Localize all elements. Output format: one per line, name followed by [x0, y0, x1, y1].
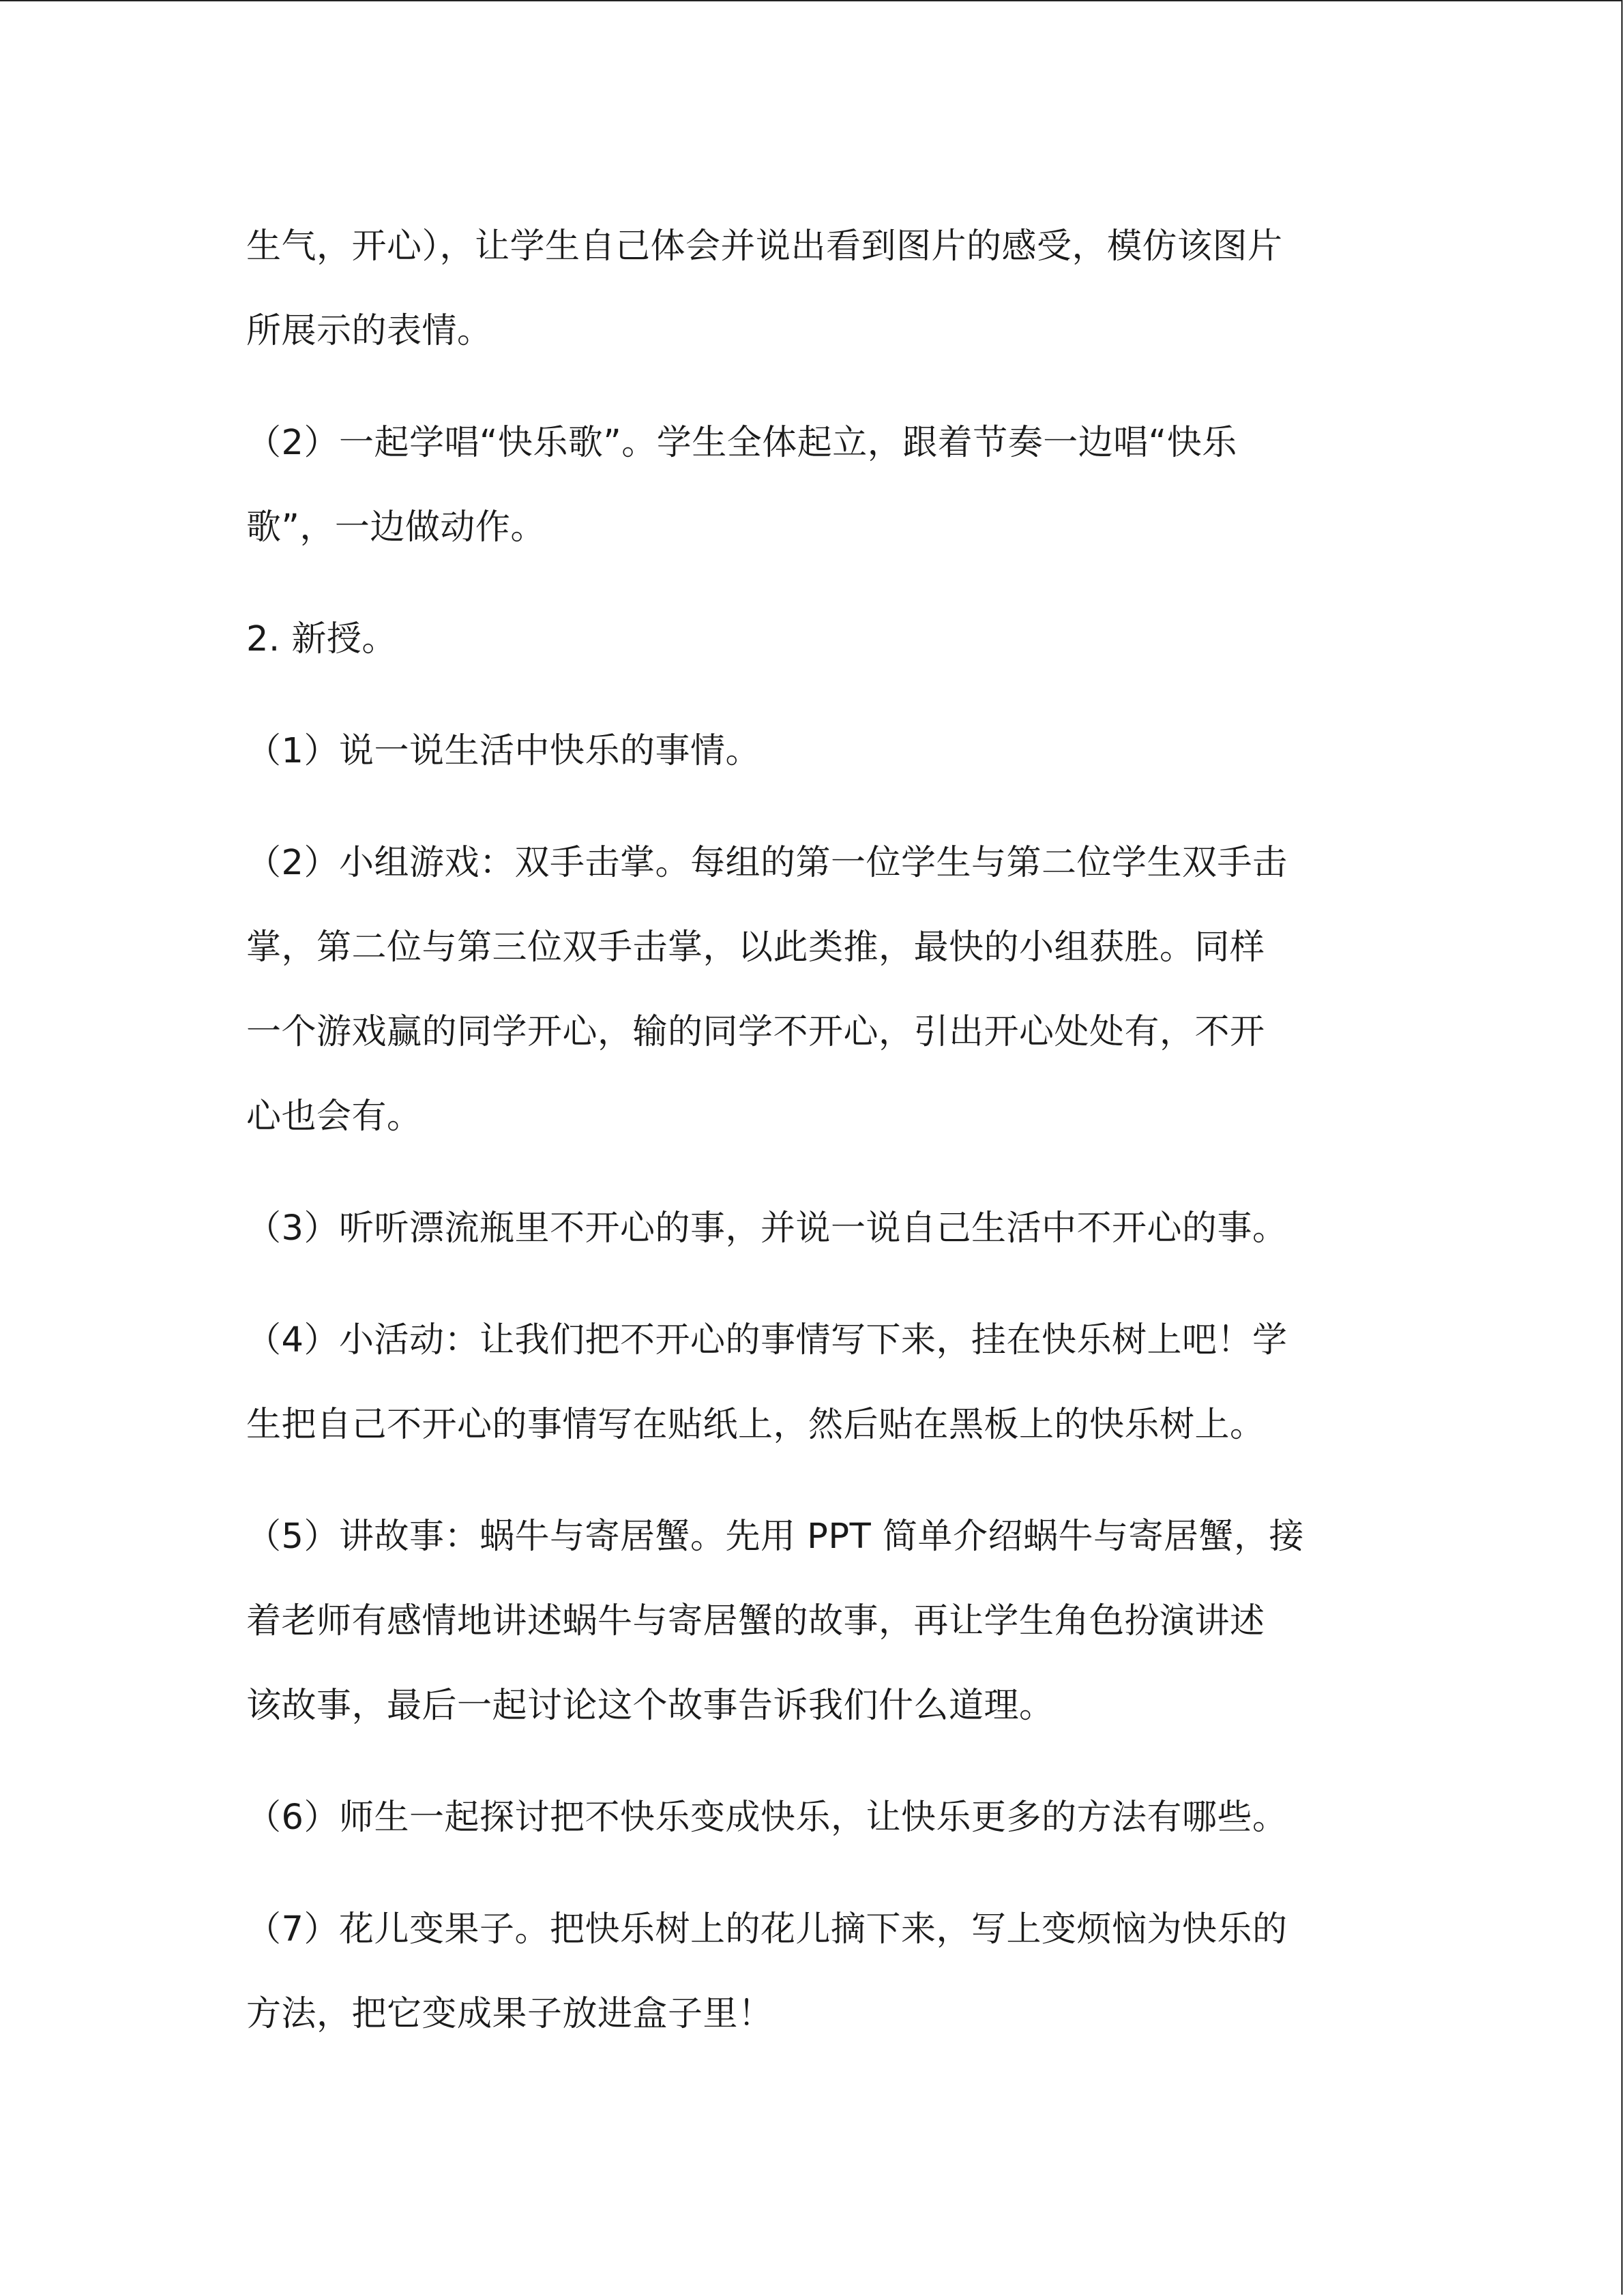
paragraph-step-2-1 [246, 709, 1378, 794]
text-line: 着老师有感情地讲述蜗牛与寄居蟹的故事，再让学生角色扮演讲述 [246, 1601, 1265, 1641]
text-line: （6）师生一起探讨把不快乐变成快乐，让快乐更多的方法有哪些。 [246, 1798, 1288, 1838]
paragraph-step-2-2 [246, 821, 1378, 1159]
text-line: （7）花儿变果子。把快乐树上的花儿摘下来，写上变烦恼为快乐的 [246, 1909, 1288, 1950]
paragraph-step-2-6 [246, 1776, 1378, 1860]
text-line: 2. 新授。 [246, 619, 397, 659]
paragraph-step-2-3 [246, 1187, 1378, 1271]
text-line: 方法，把它变成果子放进盒子里！ [246, 1994, 773, 2034]
text-line: 生气，开心），让学生自己体会并说出看到图片的感受，模仿该图片 [246, 226, 1283, 267]
paragraph-step-2-5 [246, 1495, 1378, 1748]
paragraph-step-2-7 [246, 1888, 1378, 2057]
text-line: 掌，第二位与第三位双手击掌，以此类推，最快的小组获胜。同样 [246, 927, 1265, 968]
text-line: 心也会有。 [246, 1097, 422, 1137]
text-line: （4）小活动：让我们把不开心的事情写下来，挂在快乐树上吧！学 [246, 1320, 1288, 1360]
document-body [246, 205, 1378, 2084]
paragraph-step-2-4 [246, 1298, 1378, 1467]
text-line: 所展示的表情。 [246, 311, 492, 351]
paragraph-intro-continued [246, 205, 1378, 374]
text-line: （3）听听漂流瓶里不开心的事，并说一说自己生活中不开心的事。 [246, 1208, 1288, 1249]
text-line: 生把自己不开心的事情写在贴纸上，然后贴在黑板上的快乐树上。 [246, 1405, 1265, 1445]
text-line: 歌”，一边做动作。 [246, 507, 546, 548]
section-heading-new-lesson [246, 597, 1378, 682]
text-line: （2）一起学唱“快乐歌”。学生全体起立，跟着节奏一边唱“快乐 [246, 423, 1237, 463]
text-line: （5）讲故事：蜗牛与寄居蟹。先用 PPT 简单介绍蜗牛与寄居蟹，接 [246, 1517, 1305, 1557]
text-line: （1）说一说生活中快乐的事情。 [246, 731, 761, 771]
paragraph-step-1-2 [246, 401, 1378, 570]
text-line: （2）小组游戏：双手击掌。每组的第一位学生与第二位学生双手击 [246, 843, 1288, 883]
text-line: 该故事，最后一起讨论这个故事告诉我们什么道理。 [246, 1686, 1054, 1726]
text-line: 一个游戏赢的同学开心，输的同学不开心，引出开心处处有，不开 [246, 1012, 1265, 1052]
